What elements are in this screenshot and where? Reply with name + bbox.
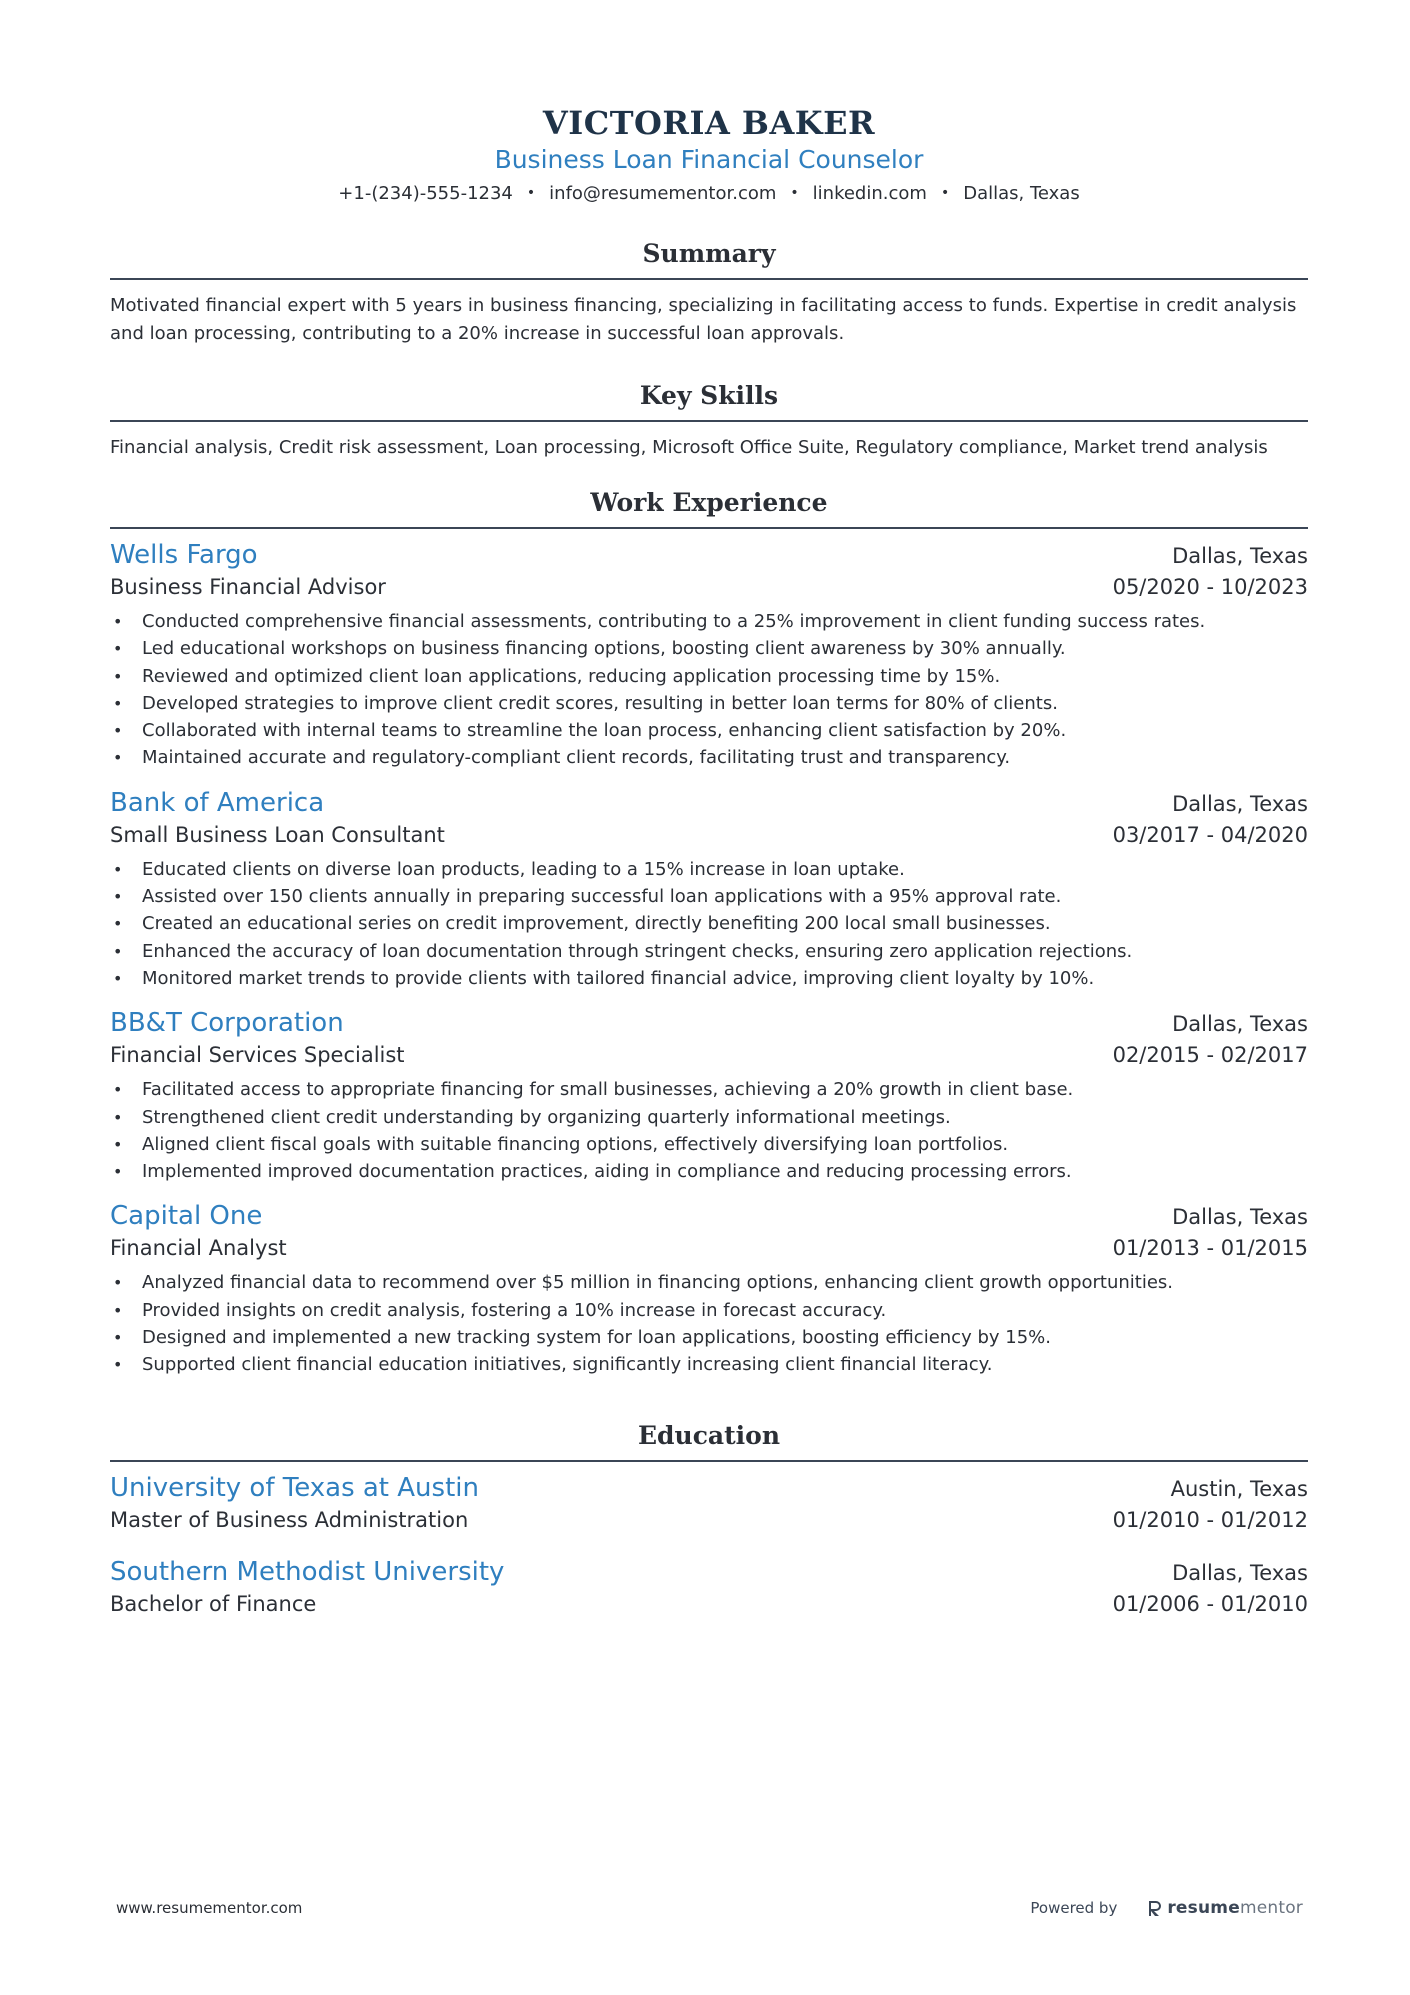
job-entry <box>110 1006 1308 1185</box>
job-bullet: • Maintained accurate and regulatory-compliant client records, facilitating trust and transparency. <box>110 744 1308 771</box>
job-company: Bank of America <box>110 787 325 818</box>
job-entry <box>110 1199 1308 1378</box>
resume-header <box>110 0 1308 208</box>
contact-line <box>110 179 1308 208</box>
job-role: Financial Analyst <box>110 1236 287 1261</box>
skills-section <box>110 379 1308 462</box>
job-bullet: • Provided insights on credit analysis, fostering a 10% increase in forecast accuracy. <box>110 1297 1308 1324</box>
job-bullet: • Enhanced the accuracy of loan documentation through stringent checks, ensuring zero application rejections. <box>110 938 1308 965</box>
skills-text: Financial analysis, Credit risk assessment, Loan processing, Microsoft Office Suite, Regulatory compliance, Market trend analysis <box>110 437 1268 458</box>
job-bullets <box>110 608 1308 772</box>
experience-heading: Work Experience <box>590 488 828 517</box>
job-bullets <box>110 1269 1308 1378</box>
job-company: Wells Fargo <box>110 540 258 570</box>
job-bullet: • Developed strategies to improve client credit scores, resulting in better loan terms for 80% of clients. <box>110 690 1308 717</box>
candidate-title: Business Loan Financial Counselor <box>494 145 924 174</box>
footer-branding <box>1030 1893 1303 1923</box>
section-divider <box>110 1460 1308 1462</box>
job-bullet: • Collaborated with internal teams to streamline the loan process, enhancing client satisfaction by 20%. <box>110 717 1308 744</box>
resume-page <box>110 0 1308 1619</box>
page-footer <box>0 1893 1410 1923</box>
job-bullet: • Supported client financial education initiatives, significantly increasing client financial literacy. <box>110 1351 1308 1378</box>
resumementor-logo-icon <box>1147 1899 1163 1917</box>
job-bullet: • Aligned client fiscal goals with suitable financing options, effectively diversifying loan portfolios. <box>110 1131 1308 1158</box>
job-bullet: • Led educational workshops on business financing options, boosting client awareness by 30% annually. <box>110 635 1308 662</box>
section-divider <box>110 278 1308 280</box>
section-divider <box>110 527 1308 529</box>
job-location: Dallas, Texas <box>1172 1205 1308 1230</box>
experience-section <box>110 486 1308 1379</box>
brand-light: mentor <box>1239 1898 1303 1918</box>
education-heading: Education <box>637 1420 781 1450</box>
footer-website[interactable]: www.resumementor.com <box>116 1899 303 1917</box>
education-entry <box>110 1555 1308 1619</box>
job-bullet: • Created an educational series on credit improvement, directly benefiting 200 local small businesses. <box>110 910 1308 937</box>
job-dates: 01/2013 - 01/2015 <box>1112 1236 1308 1261</box>
job-bullet: • Conducted comprehensive financial assessments, contributing to a 25% improvement in client funding success rates. <box>110 608 1308 635</box>
candidate-name: VICTORIA BAKER <box>542 104 876 142</box>
job-role: Small Business Loan Consultant <box>110 822 445 847</box>
contact-separator: • <box>790 185 799 201</box>
job-bullets <box>110 856 1308 992</box>
contact-separator: • <box>526 185 536 201</box>
education-dates: 01/2006 - 01/2010 <box>1112 1591 1308 1616</box>
job-bullets <box>110 1076 1308 1185</box>
job-bullet: • Assisted over 150 clients annually in preparing successful loan applications with a 95% approval rate. <box>110 883 1308 910</box>
contact-phone: +1-(234)-555-1234 <box>338 183 513 204</box>
contact-email[interactable]: info@resumementor.com <box>549 183 777 204</box>
job-location: Dallas, Texas <box>1172 544 1308 568</box>
job-location: Dallas, Texas <box>1172 791 1308 816</box>
job-company: BB&T Corporation <box>110 1008 344 1039</box>
job-role: Financial Services Specialist <box>110 1043 405 1068</box>
education-location: Austin, Texas <box>1170 1476 1308 1501</box>
job-bullet: • Reviewed and optimized client loan applications, reducing application processing time by 15%. <box>110 663 1308 690</box>
education-school: Southern Methodist University <box>110 1556 505 1587</box>
resumementor-logo-text[interactable] <box>1167 1893 1303 1923</box>
contact-linkedin[interactable]: linkedin.com <box>812 183 927 204</box>
brand-bold: resume <box>1167 1898 1240 1918</box>
job-entry <box>110 538 1308 772</box>
education-dates: 01/2010 - 01/2012 <box>1112 1507 1308 1532</box>
summary-text: Motivated financial expert with 5 years in business financing, specializing in facilitating access to funds. Expertise in credit analysis and loan processing, contributing to a 20% increase in successful loan approvals. <box>110 295 1297 344</box>
job-bullet: • Designed and implemented a new tracking system for loan applications, boosting efficiency by 15%. <box>110 1324 1308 1351</box>
job-bullet: • Analyzed financial data to recommend over $5 million in financing options, enhancing client growth opportunities. <box>110 1269 1308 1296</box>
job-bullet: • Facilitated access to appropriate financing for small businesses, achieving a 20% growth in client base. <box>110 1076 1308 1103</box>
contact-separator: • <box>940 185 950 201</box>
education-section <box>110 1419 1308 1619</box>
job-entry <box>110 786 1308 992</box>
job-bullet: • Implemented improved documentation practices, aiding in compliance and reducing processing errors. <box>110 1158 1308 1185</box>
education-degree: Bachelor of Finance <box>110 1591 317 1616</box>
education-degree: Master of Business Administration <box>110 1507 469 1532</box>
skills-heading: Key Skills <box>639 381 779 410</box>
job-location: Dallas, Texas <box>1172 1012 1308 1037</box>
education-school: University of Texas at Austin <box>110 1472 479 1503</box>
contact-location: Dallas, Texas <box>963 183 1080 204</box>
job-bullet: • Monitored market trends to provide clients with tailored financial advice, improving client loyalty by 10%. <box>110 965 1308 992</box>
job-role: Business Financial Advisor <box>110 575 386 599</box>
job-bullet: • Strengthened client credit understanding by organizing quarterly informational meetings. <box>110 1104 1308 1131</box>
job-company: Capital One <box>110 1201 263 1232</box>
job-dates: 02/2015 - 02/2017 <box>1112 1043 1308 1068</box>
job-bullet: • Educated clients on diverse loan products, leading to a 15% increase in loan uptake. <box>110 856 1308 883</box>
powered-by-label: Powered by <box>1030 1899 1118 1917</box>
education-location: Dallas, Texas <box>1172 1560 1308 1585</box>
summary-section <box>110 237 1308 348</box>
education-entry <box>110 1471 1308 1535</box>
job-dates: 03/2017 - 04/2020 <box>1112 822 1308 847</box>
section-divider <box>110 420 1308 422</box>
job-dates: 05/2020 - 10/2023 <box>1112 575 1308 599</box>
summary-heading: Summary <box>642 239 776 268</box>
